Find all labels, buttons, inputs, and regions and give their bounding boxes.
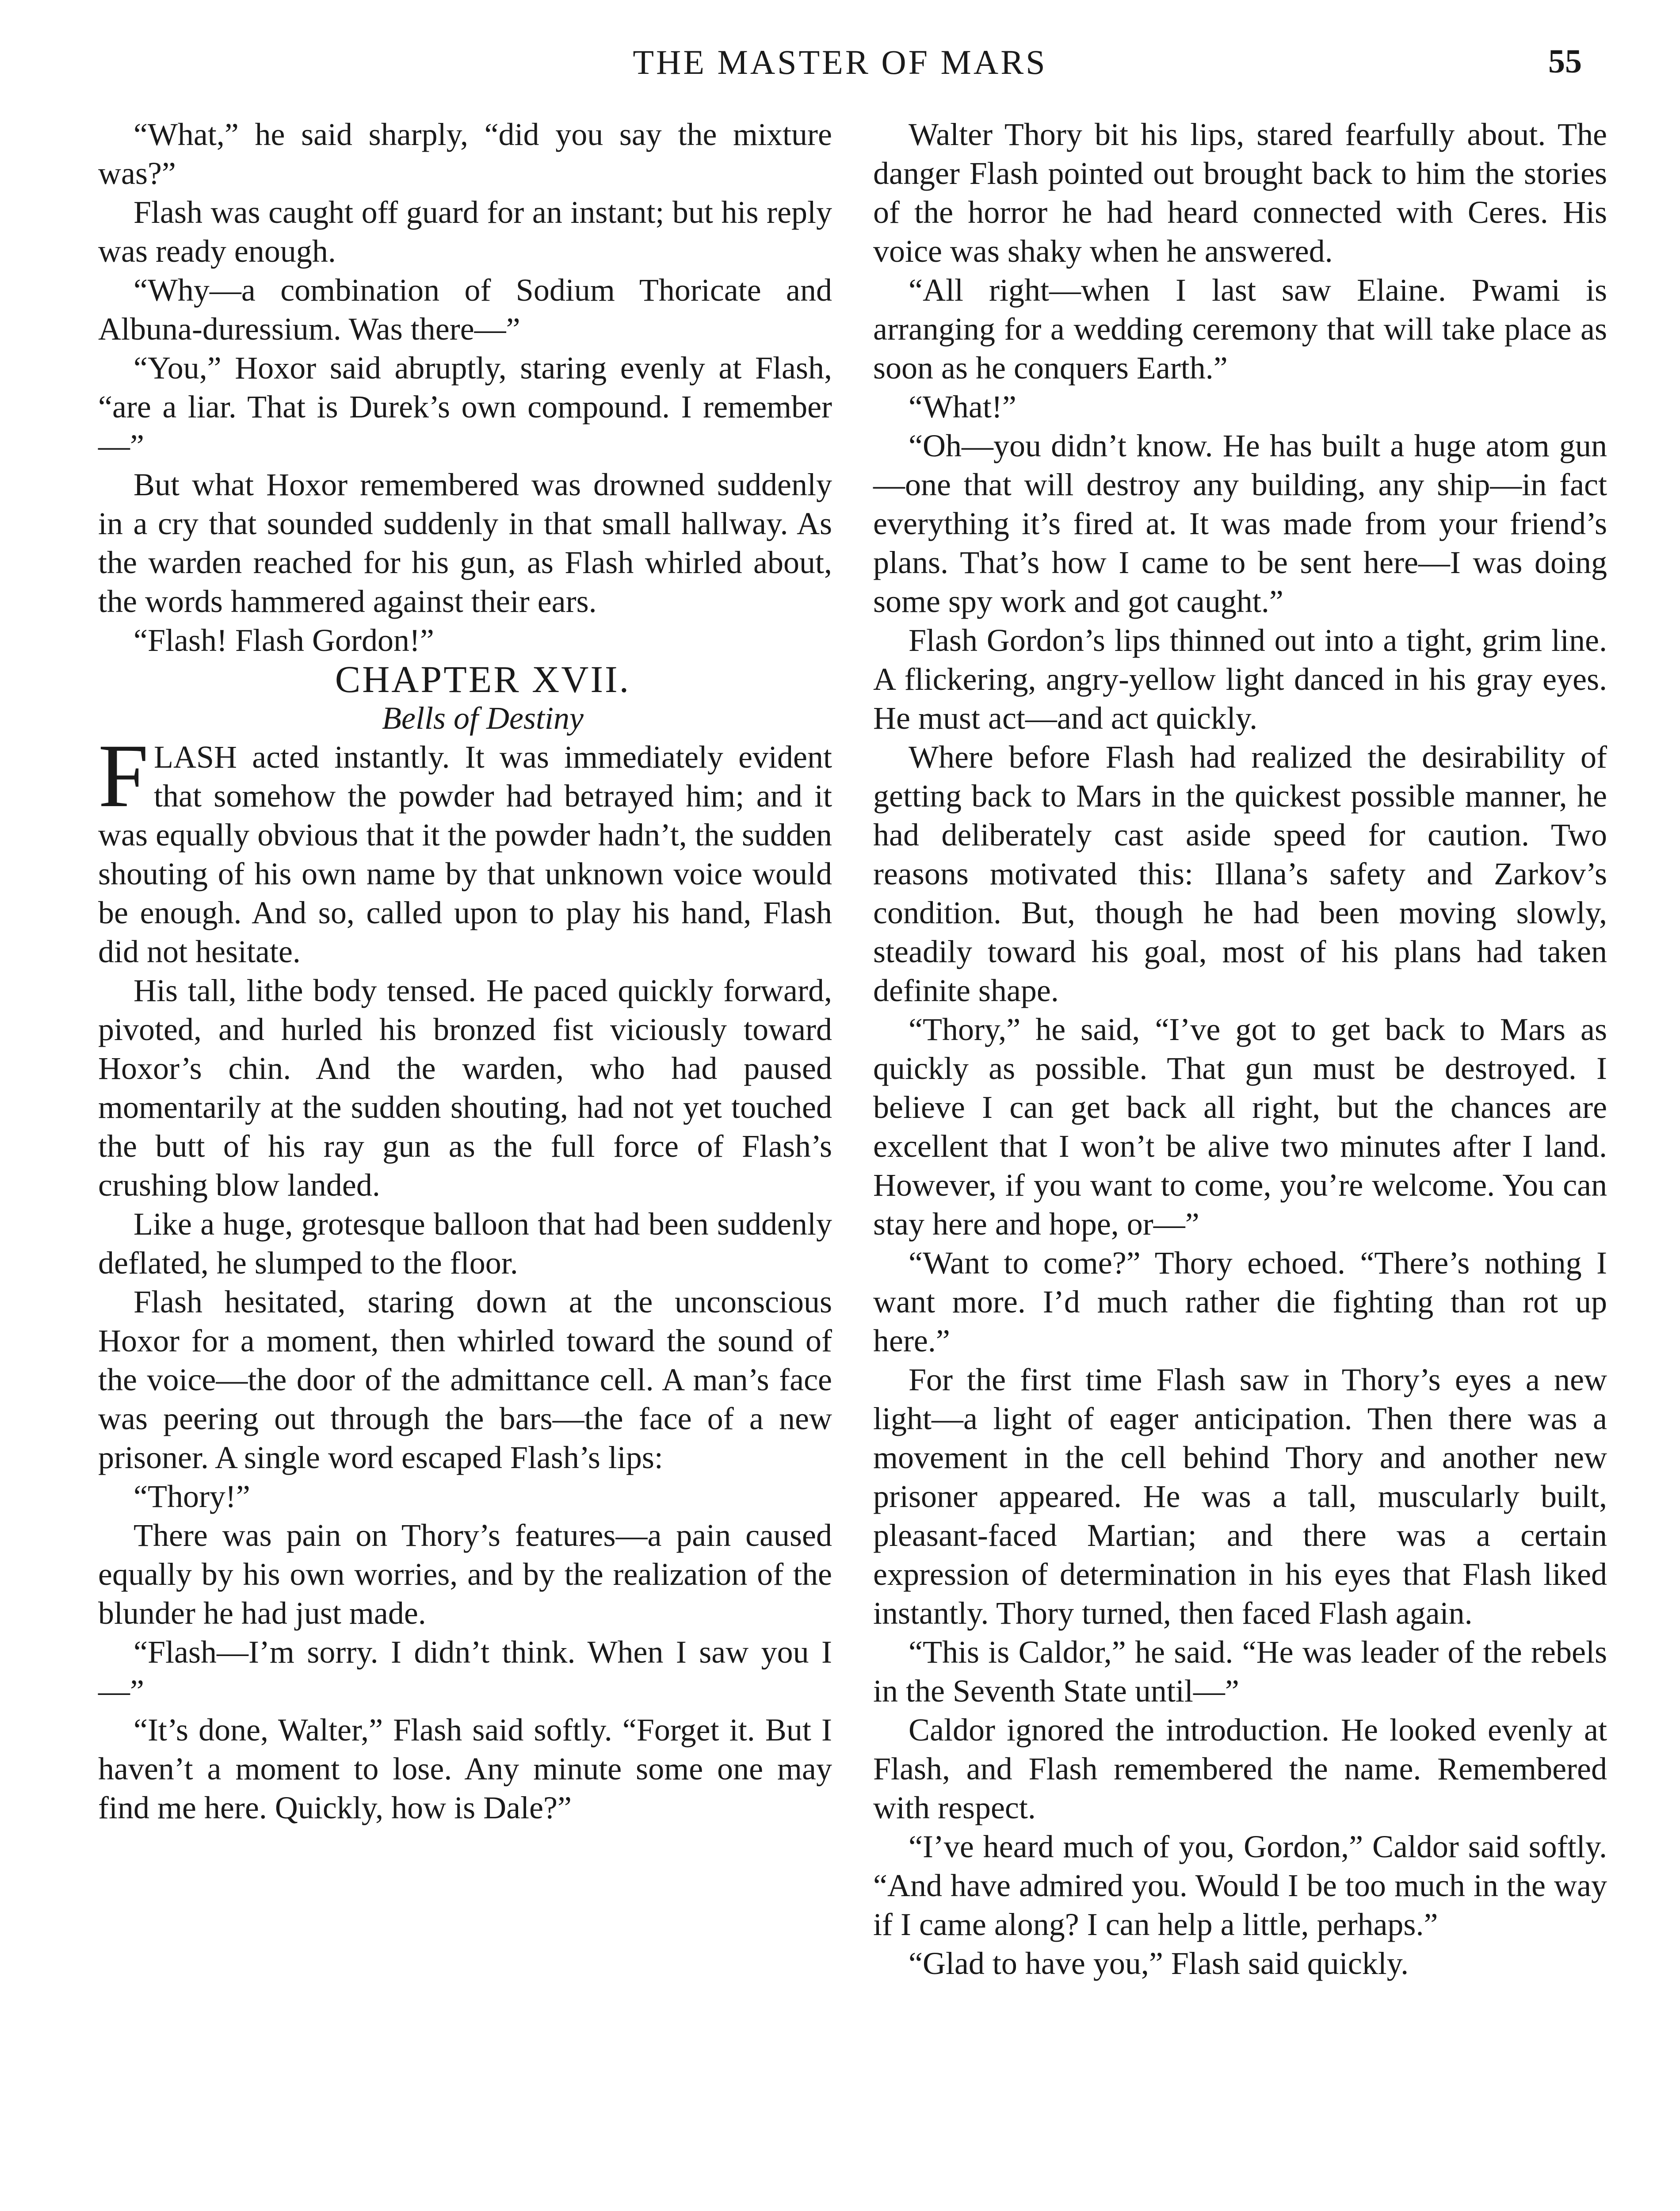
running-title: THE MASTER OF MARS bbox=[633, 43, 1047, 81]
paragraph: “Thory,” he said, “I’ve got to get back to Mars as quickly as possible. That gun must be destroyed. I believe I can get back all right, but the chances are excellent that I won’t be alive two minutes after I land. However, if you want to come, you’re welcome. You can stay here and hope, or—” bbox=[873, 1012, 1607, 1242]
drop-cap: F bbox=[98, 726, 149, 826]
paragraph: Flash Gordon’s lips thinned out into a tight, grim line. A flickering, angry-yellow light danced in his gray eyes. He must act—and act quickly. bbox=[873, 623, 1607, 736]
paragraph: Walter Thory bit his lips, stared fearfully about. The danger Flash pointed out brought back to him the stories of the horror he had heard connected with Ceres. His voice was shaky when he answered. bbox=[873, 117, 1607, 269]
paragraph: “Thory!” bbox=[134, 1479, 250, 1514]
left-column bbox=[98, 115, 832, 1827]
paragraph: “What,” he said sharply, “did you say the mixture was?” bbox=[98, 117, 832, 191]
paragraph: His tall, lithe body tensed. He paced quickly forward, pivoted, and hurled his bronzed fist viciously toward Hoxor’s chin. And the warden, who had paused momentarily at the sudden shouting, had not yet touched the butt of his ray gun as the full force of Flash’s crushing blow landed. bbox=[98, 973, 832, 1203]
paragraph: “Oh—you didn’t know. He has built a huge atom gun—one that will destroy any building, any ship—in fact everything it’s fired at. It was made from your friend’s plans. That’s how I came to be sent here—I was doing some spy work and got caught.” bbox=[873, 428, 1607, 619]
paragraph: But what Hoxor remembered was drowned suddenly in a cry that sounded suddenly in that small hallway. As the warden reached for his gun, as Flash whirled about, the words hammered against their ears. bbox=[98, 467, 832, 619]
paragraph: “It’s done, Walter,” Flash said softly. “Forget it. But I haven’t a moment to lose. Any minute some one may find me here. Quickly, how is Dale?” bbox=[98, 1712, 832, 1825]
paragraph: “What!” bbox=[909, 389, 1016, 425]
opening-text: LASH acted instantly. It was immediately evident that somehow the powder had betrayed him; and it was equally obvious that it the powder hadn’t, the sudden shouting of his own name by that unknown voice would be enough. And so, called upon to play his hand, Flash did not hesitate. bbox=[98, 739, 832, 969]
chapter-subtitle: Bells of Destiny bbox=[382, 700, 584, 736]
paragraph: “This is Caldor,” he said. “He was leader of the rebels in the Seventh State until—” bbox=[873, 1634, 1607, 1709]
paragraph: There was pain on Thory’s features—a pain caused equally by his own worries, and by the realization of the blunder he had just made. bbox=[98, 1518, 832, 1631]
right-column bbox=[873, 115, 1607, 1983]
paragraph: Where before Flash had realized the desirability of getting back to Mars in the quickest possible manner, he had deliberately cast aside speed for caution. Two reasons motivated this: Illana’s safety and Zarkov’s condition. But, though he had been moving slowly, steadily toward his goal, most of his plans had taken definite shape. bbox=[873, 739, 1607, 1008]
paragraph: “All right—when I last saw Elaine. Pwami is arranging for a wedding ceremony that will take place as soon as he conquers Earth.” bbox=[873, 272, 1607, 386]
paragraph: “Why—a combination of Sodium Thoricate and Albuna-duressium. Was there—” bbox=[98, 272, 832, 347]
running-header bbox=[0, 42, 1680, 91]
paragraph: “Flash! Flash Gordon!” bbox=[134, 623, 434, 658]
paragraph: “Want to come?” Thory echoed. “There’s nothing I want more. I’d much rather die fighting than rot up here.” bbox=[873, 1245, 1607, 1358]
paragraph: Flash hesitated, staring down at the unconscious Hoxor for a moment, then whirled toward the sound of the voice—the door of the admittance cell. A man’s face was peering out through the bars—the face of a new prisoner. A single word escaped Flash’s lips: bbox=[98, 1284, 832, 1475]
paragraph: “Glad to have you,” Flash said quickly. bbox=[909, 1946, 1409, 1981]
paragraph: “Flash—I’m sorry. I didn’t think. When I saw you I—” bbox=[98, 1634, 832, 1709]
chapter-opening-paragraph bbox=[98, 726, 832, 971]
paragraph: Caldor ignored the introduction. He looked evenly at Flash, and Flash remembered the name. Remembered with respect. bbox=[873, 1712, 1607, 1825]
paragraph: For the first time Flash saw in Thory’s eyes a new light—a light of eager anticipation. Then there was a movement in the cell behind Thory and another new prisoner appeared. He was a tall, muscularly built, pleasant-faced Martian; and there was a certain expression of determination in his eyes that Flash liked instantly. Thory turned, then faced Flash again. bbox=[873, 1362, 1607, 1631]
page-number: 55 bbox=[1548, 43, 1582, 80]
paragraph: “I’ve heard much of you, Gordon,” Caldor said softly. “And have admired you. Would I be too much in the way if I came along? I can help a little, perhaps.” bbox=[873, 1829, 1607, 1942]
chapter-heading: CHAPTER XVII. bbox=[335, 658, 631, 700]
paragraph: Flash was caught off guard for an instant; but his reply was ready enough. bbox=[98, 195, 832, 269]
paragraph: Like a huge, grotesque balloon that had been suddenly deflated, he slumped to the floor. bbox=[98, 1206, 832, 1281]
paragraph: “You,” Hoxor said abruptly, staring evenly at Flash, “are a liar. That is Durek’s own compound. I remember—” bbox=[98, 350, 832, 463]
